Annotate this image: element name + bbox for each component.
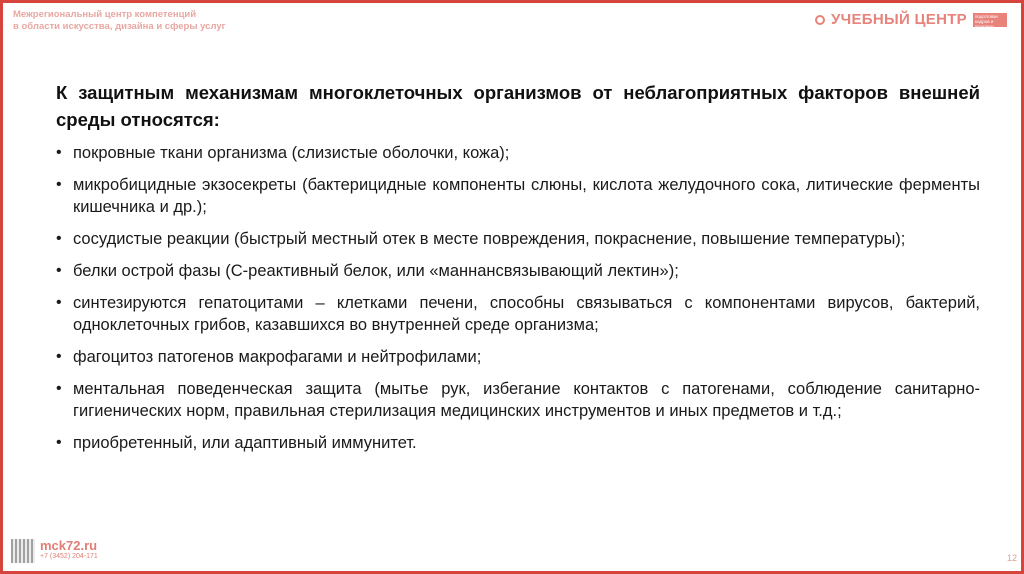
bullet-text: покровные ткани организма (слизистые оболочки, кожа); [73,144,510,162]
bullet-text: фагоцитоз патогенов макрофагами и нейтрофилами; [73,348,482,366]
bullet-icon: • [56,294,62,311]
footer-text [40,540,98,562]
bullet-icon: • [56,262,62,279]
org-line-1: Межрегиональный центр компетенций [13,9,197,20]
bullet-icon: • [56,380,62,397]
bullet-text: приобретенный, или адаптивный иммунитет. [73,434,417,452]
qr-code-icon [11,539,35,563]
page-number: 12 [1006,553,1017,563]
bullet-icon: • [56,434,62,451]
bullet-text: микробицидные экзосекреты (бактерицидные компоненты слюны, кислота желудочного сока, литические ферменты кишечника и др.); [73,176,980,216]
brand-logo [815,11,1007,34]
brand-tagline: подготовки кадров и прокачки скиллов [973,13,1007,27]
bullet-item [56,346,980,368]
bullet-icon: • [56,176,62,193]
bullet-text: белки острой фазы (С-реактивный белок, или «маннансвязывающий лектин»); [73,262,679,280]
bullet-item [56,378,980,422]
bullet-list [56,142,980,454]
bullet-icon: • [56,348,62,365]
bullet-item [56,142,980,164]
bullet-icon: • [56,144,62,161]
bullet-text: сосудистые реакции (быстрый местный отек в месте повреждения, покраснение, повышение температуры); [73,230,906,248]
bullet-icon: • [56,230,62,247]
footer-website-link[interactable]: mck72.ru [40,538,98,553]
bullet-text: синтезируются гепатоцитами – клетками печени, способны связываться с компонентами вирусов, бактерий, одноклеточных грибов, казавшихся во внутренней среде организма; [73,294,980,334]
bullet-item [56,174,980,218]
bullet-item [56,260,980,282]
brand-name: УЧЕБНЫЙ ЦЕНТР [831,11,967,28]
bullet-item [56,292,980,336]
footer-phone: +7 (3452) 204-171 [40,553,98,560]
circle-logo-icon [815,15,825,25]
bullet-item [56,228,980,250]
slide-title: К защитным механизмам многоклеточных организмов от неблагоприятных факторов внешней среды относятся: [56,82,980,130]
bullet-text: ментальная поведенческая защита (мытье рук, избегание контактов с патогенами, соблюдение санитарно-гигиенических норм, правильная стерилизация медицинских инструментов и иных предметов и т.д.; [73,380,980,420]
header-organization [13,9,226,33]
slide-content [56,79,980,464]
footer-contacts [11,539,98,563]
bullet-item [56,432,980,454]
org-line-2: в области искусства, дизайна и сферы услуг [13,21,226,32]
